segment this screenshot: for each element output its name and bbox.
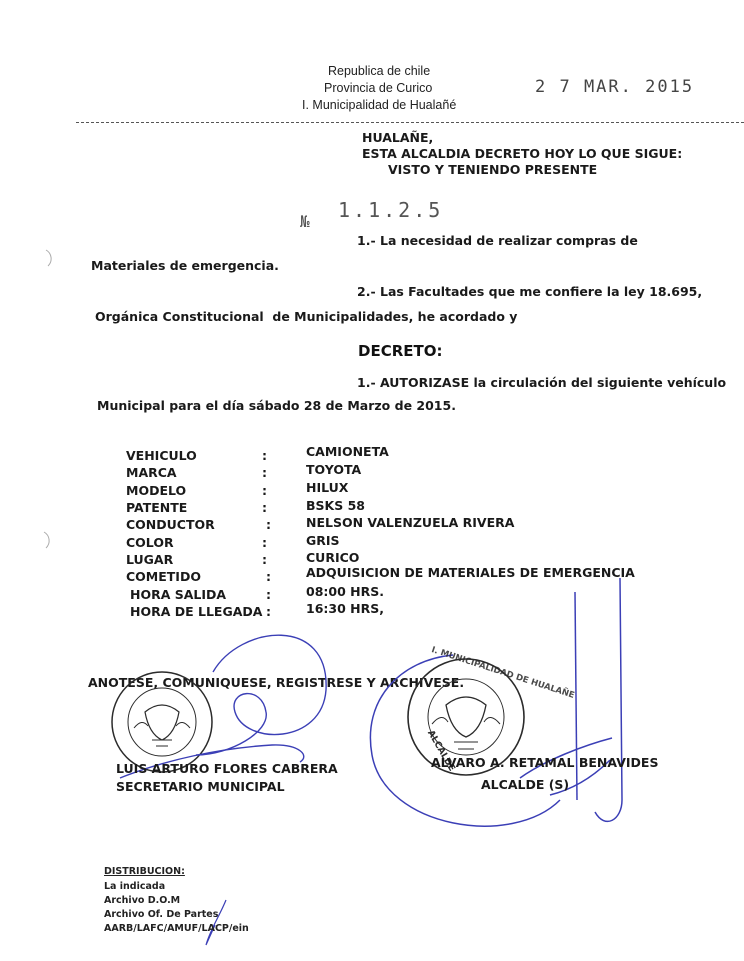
decree-number: 1.1.2.5: [338, 198, 444, 222]
mayor-title: ALCALDE (S): [481, 777, 570, 792]
detail-value: BSKS 58: [306, 498, 365, 513]
detail-colon: :: [266, 569, 271, 584]
right-seal-text: I. MUNICIPALIDAD DE HUALAÑE: [430, 645, 576, 701]
detail-colon: :: [262, 500, 267, 515]
intro-place: HUALAÑE,: [362, 130, 434, 145]
intro-line-2: VISTO Y TENIENDO PRESENTE: [388, 162, 598, 177]
header-republic: Republica de chile: [328, 64, 431, 78]
detail-value: 08:00 HRS.: [306, 584, 384, 599]
distribution-item: Archivo D.O.M: [104, 895, 181, 906]
detail-value: GRIS: [306, 533, 340, 548]
left-seal-icon: [112, 672, 212, 772]
detail-colon: :: [262, 465, 267, 480]
distribution-title: DISTRIBUCION:: [104, 866, 185, 877]
intro-line-1: ESTA ALCALDIA DECRETO HOY LO QUE SIGUE:: [362, 146, 683, 161]
detail-label: HORA SALIDA: [130, 587, 227, 602]
decree-number-prefix: №: [300, 212, 313, 231]
consideration-1-first: 1.- La necesidad de realizar compras de: [357, 233, 638, 248]
distribution-item: La indicada: [104, 881, 166, 892]
received-date-stamp: 2 7 MAR. 2015: [535, 77, 695, 97]
detail-value: ADQUISICION DE MATERIALES DE EMERGENCIA: [306, 565, 635, 580]
consideration-2-first: 2.- Las Facultades que me confiere la ley 18.695,: [357, 284, 703, 299]
decreto-title: DECRETO:: [358, 342, 443, 360]
secretary-title: SECRETARIO MUNICIPAL: [116, 779, 285, 794]
detail-label: MARCA: [126, 465, 177, 480]
detail-value: CAMIONETA: [306, 444, 389, 459]
header-municipality: I. Municipalidad de Hualañé: [302, 98, 457, 112]
header-province: Provincia de Curico: [324, 81, 433, 95]
closing-formula: ANOTESE, COMUNIQUESE, REGISTRESE Y ARCHIVESE.: [88, 675, 465, 690]
detail-value: 16:30 HRS,: [306, 601, 384, 616]
mayor-name: ALVARO A. RETAMAL BENAVIDES: [431, 755, 659, 770]
detail-label: HORA DE LLEGADA: [130, 604, 263, 619]
detail-label: PATENTE: [126, 500, 188, 515]
distribution-item: AARB/LAFC/AMUF/LACP/ein: [104, 923, 249, 934]
detail-colon: :: [266, 604, 271, 619]
detail-value: NELSON VALENZUELA RIVERA: [306, 515, 515, 530]
secretary-name: LUIS ARTURO FLORES CABRERA: [116, 761, 338, 776]
article-first: 1.- AUTORIZASE la circulación del siguiente vehículo: [357, 375, 727, 390]
detail-colon: :: [262, 535, 267, 550]
detail-colon: :: [262, 483, 267, 498]
article-second: Municipal para el día sábado 28 de Marzo de 2015.: [97, 398, 456, 413]
detail-colon: :: [262, 448, 267, 463]
detail-label: COMETIDO: [126, 569, 201, 584]
punch-hole-marks: [44, 250, 51, 548]
detail-label: MODELO: [126, 483, 187, 498]
detail-value: CURICO: [306, 550, 360, 565]
secretary-signature-icon: [120, 635, 326, 778]
detail-colon: :: [266, 517, 271, 532]
distribution-item: Archivo Of. De Partes: [104, 909, 219, 920]
consideration-2-second: Orgánica Constitucional de Municipalidades, he acordado y: [95, 309, 518, 324]
detail-label: VEHICULO: [126, 448, 197, 463]
consideration-1-second: Materiales de emergencia.: [91, 258, 279, 273]
detail-label: LUGAR: [126, 552, 174, 567]
detail-colon: :: [262, 552, 267, 567]
detail-label: CONDUCTOR: [126, 517, 215, 532]
right-seal-sub: ALCALDE: [425, 728, 457, 774]
detail-value: TOYOTA: [306, 462, 362, 477]
detail-label: COLOR: [126, 535, 174, 550]
detail-colon: :: [266, 587, 271, 602]
detail-value: HILUX: [306, 480, 349, 495]
